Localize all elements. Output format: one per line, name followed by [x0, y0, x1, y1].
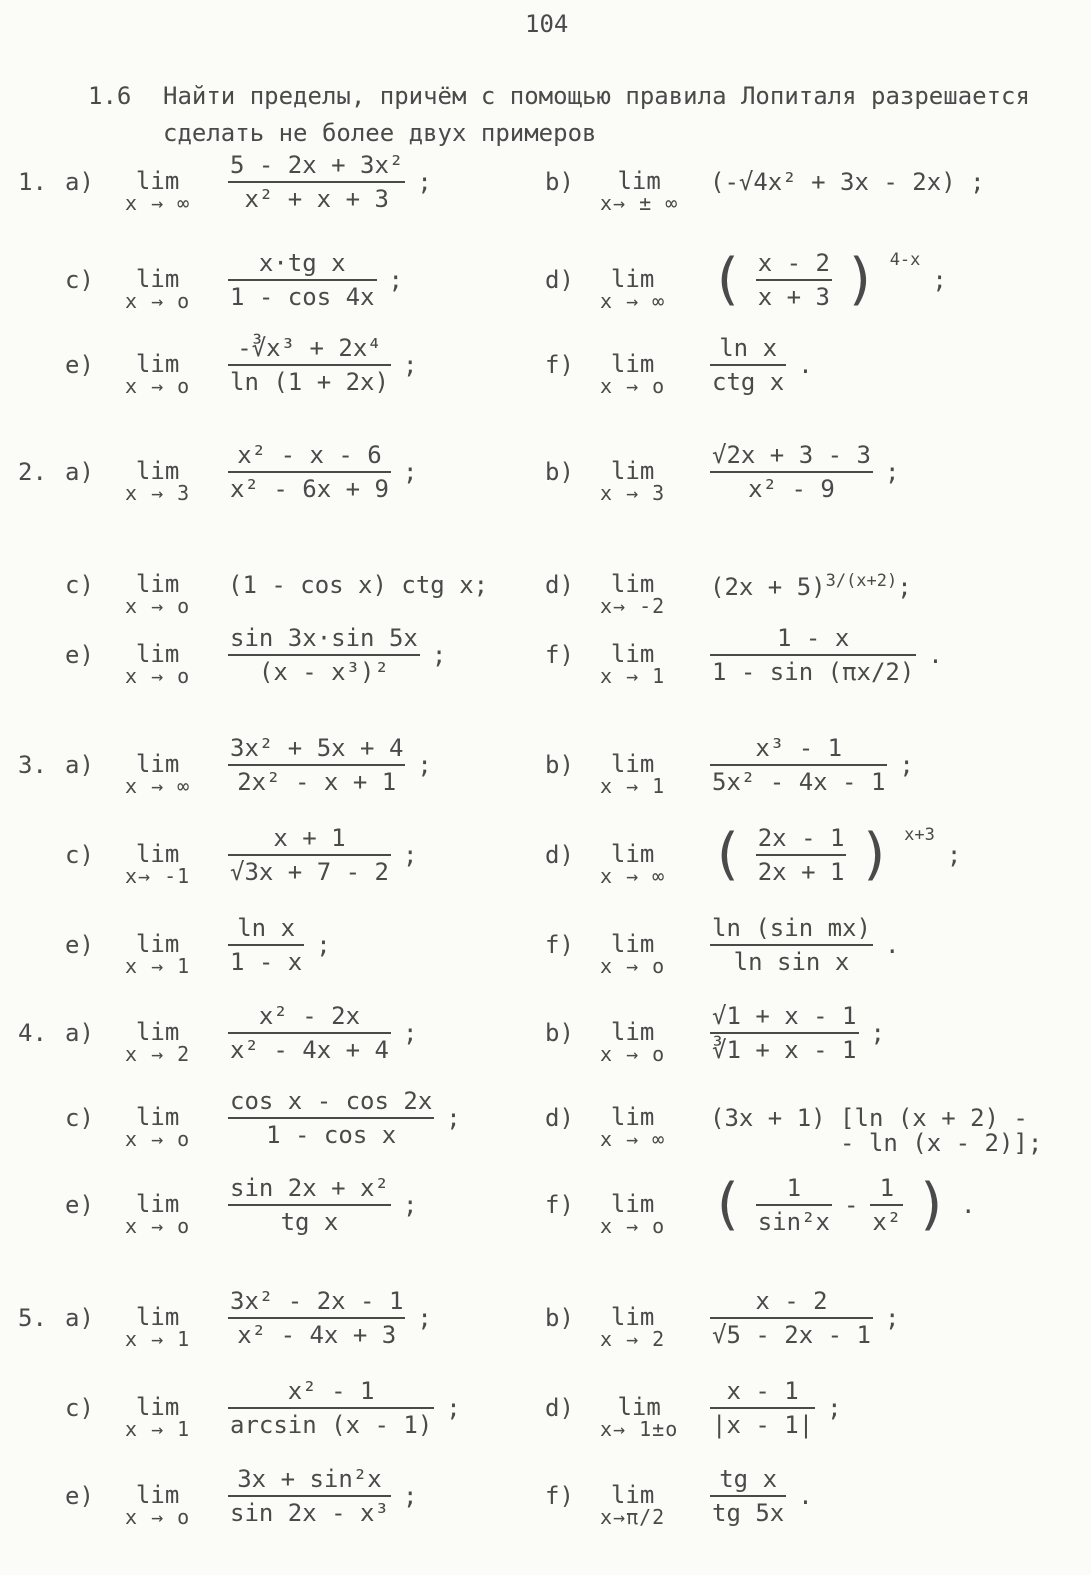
limit-word: lim — [135, 167, 180, 195]
fraction — [710, 335, 786, 395]
limit-subscript: x → 1 — [600, 664, 666, 688]
minus-sign: - — [843, 1191, 859, 1219]
problem-label: c) — [65, 1104, 94, 1132]
numerator: x - 2 — [710, 1288, 873, 1319]
problem-label: b) — [545, 751, 574, 779]
limit-subscript: x → ∞ — [600, 1127, 666, 1151]
punctuation: ; — [431, 641, 447, 669]
numerator: 3x + sin²x — [228, 1466, 391, 1497]
punctuation: ; — [899, 751, 914, 779]
limit-subscript: x → ∞ — [125, 191, 191, 215]
exponent: 3/(x+2) — [825, 571, 898, 591]
expression-text — [710, 571, 912, 601]
denominator: x² - 4x + 3 — [237, 1321, 397, 1349]
limit-subscript: x→ 1±o — [600, 1417, 679, 1441]
numerator: x² - 1 — [228, 1378, 434, 1409]
fraction — [710, 625, 916, 685]
limit-expression — [710, 555, 912, 601]
left-paren: ( — [710, 247, 744, 312]
task-text-line2: сделать не более двух примеров — [163, 119, 597, 147]
expression-text — [710, 168, 985, 196]
limit-expression — [710, 1088, 1043, 1157]
limit-expression — [228, 1088, 461, 1148]
fraction — [710, 442, 873, 502]
problem-label: a) — [65, 168, 94, 196]
limit-word: lim — [135, 640, 180, 668]
limit-word: lim — [610, 1018, 655, 1046]
limit-subscript: x → o — [600, 954, 666, 978]
limit-word: lim — [610, 1481, 655, 1509]
problem-group-number: 1. — [18, 168, 47, 196]
limit-subscript: x → o — [600, 374, 666, 398]
limit-word: lim — [135, 1190, 180, 1218]
limit-word: lim — [135, 1481, 180, 1509]
page-number: 104 — [525, 10, 569, 38]
limit-operator — [600, 167, 679, 215]
limit-subscript: x→ ± ∞ — [600, 191, 679, 215]
punctuation: . — [961, 1191, 976, 1219]
right-paren: ) — [843, 247, 878, 312]
limit-expression — [710, 735, 914, 795]
limit-operator — [125, 1190, 191, 1238]
limit-expression — [228, 250, 403, 310]
punctuation: ; — [316, 931, 331, 959]
punctuation: ; — [884, 458, 900, 486]
limit-operator — [125, 350, 191, 398]
limit-operator — [600, 1393, 679, 1441]
limit-word: lim — [610, 1103, 655, 1131]
fraction — [756, 250, 832, 310]
limit-operator — [600, 930, 666, 978]
limit-expression — [710, 1378, 842, 1438]
limit-operator — [125, 1481, 191, 1529]
fraction — [228, 1003, 391, 1063]
problem-label: b) — [545, 1304, 574, 1332]
limit-operator — [125, 457, 191, 505]
limit-subscript: x → 1 — [125, 1417, 191, 1441]
problem-group-number: 5. — [18, 1304, 47, 1332]
denominator: |x - 1| — [712, 1411, 814, 1439]
problem-label: c) — [65, 571, 94, 599]
fraction — [228, 825, 391, 885]
problem-label: c) — [65, 841, 94, 869]
denominator: tg x — [280, 1208, 339, 1236]
problem-group-number: 2. — [18, 458, 47, 486]
numerator: ln (sin mx) — [710, 915, 873, 946]
expression-main: (1 - cos x) ctg x; — [228, 571, 489, 599]
fraction — [710, 1003, 859, 1063]
fraction — [228, 152, 405, 212]
problem-label: a) — [65, 1304, 94, 1332]
denominator: x² — [872, 1208, 902, 1236]
limit-word: lim — [135, 930, 180, 958]
punctuation: ; — [402, 1019, 418, 1047]
limit-subscript: x → 2 — [125, 1042, 191, 1066]
limit-operator — [600, 1018, 666, 1066]
limit-operator — [125, 1393, 191, 1441]
denominator: x² + x + 3 — [244, 185, 389, 213]
numerator: tg x — [710, 1466, 786, 1497]
denominator: tg 5x — [712, 1499, 785, 1527]
fraction — [710, 1378, 815, 1438]
limit-subscript: x → 1 — [125, 1327, 191, 1351]
numerator: sin 2x + x² — [228, 1175, 391, 1206]
numerator: 2x - 1 — [756, 825, 847, 856]
problem-group-number: 3. — [18, 751, 47, 779]
punctuation: . — [798, 351, 813, 379]
numerator: sin 3x·sin 5x — [228, 625, 420, 656]
problem-label: f) — [545, 931, 574, 959]
task-header — [88, 78, 1030, 152]
punctuation: ; — [932, 266, 947, 294]
denominator: arcsin (x - 1) — [230, 1411, 433, 1439]
punctuation: ; — [827, 1394, 842, 1422]
expression-text — [228, 571, 488, 599]
fraction — [228, 1088, 434, 1148]
punctuation: ; — [946, 841, 962, 869]
limit-subscript: x → ∞ — [600, 289, 666, 313]
problem-label: b) — [545, 458, 574, 486]
limit-expression — [710, 1288, 899, 1348]
punctuation: ; — [870, 1019, 885, 1047]
limit-expression — [228, 735, 432, 795]
limit-operator — [600, 1303, 666, 1351]
limit-expression — [228, 1175, 417, 1235]
denominator: 1 - sin (πx/2) — [712, 658, 915, 686]
limit-operator — [600, 1481, 666, 1529]
limit-expression — [228, 442, 417, 502]
punctuation: ; — [402, 1191, 418, 1219]
limit-word: lim — [610, 1190, 655, 1218]
fraction — [710, 1288, 873, 1348]
punctuation: ; — [402, 351, 418, 379]
limit-expression — [710, 335, 813, 395]
limit-word: lim — [610, 350, 655, 378]
right-paren: ) — [915, 1172, 950, 1237]
problem-label: e) — [65, 641, 94, 669]
limit-word: lim — [135, 457, 180, 485]
limit-word: lim — [610, 750, 655, 778]
punctuation: ; — [417, 168, 432, 196]
problem-label: a) — [65, 751, 94, 779]
limit-expression — [228, 1466, 417, 1526]
limit-operator — [125, 1303, 191, 1351]
limit-expression — [710, 247, 947, 312]
numerator: 1 - x — [710, 625, 916, 656]
right-paren: ) — [858, 822, 893, 887]
limit-subscript: x → 2 — [600, 1327, 666, 1351]
denominator: ln sin x — [733, 948, 850, 976]
limit-subscript: x → o — [600, 1214, 666, 1238]
fraction — [710, 915, 873, 975]
problem-group-number: 4. — [18, 1019, 47, 1047]
punctuation: . — [798, 1482, 813, 1510]
numerator: ln x — [228, 915, 304, 946]
problem-label: d) — [545, 571, 574, 599]
numerator: x² - 2x — [228, 1003, 391, 1034]
punctuation: ; — [388, 266, 403, 294]
fraction — [228, 250, 377, 310]
limit-subscript: x→ -1 — [125, 864, 191, 888]
denominator: ln (1 + 2x) — [230, 368, 389, 396]
limit-operator — [600, 1103, 666, 1151]
numerator: x² - x - 6 — [228, 442, 391, 473]
problem-label: e) — [65, 931, 94, 959]
fraction — [228, 1466, 391, 1526]
limit-operator — [125, 840, 191, 888]
numerator: x³ - 1 — [710, 735, 887, 766]
numerator: 1 — [756, 1175, 832, 1206]
fraction — [710, 1466, 786, 1526]
limit-word: lim — [610, 930, 655, 958]
fraction — [228, 915, 304, 975]
punctuation: ; — [402, 458, 418, 486]
exponent: 4-x — [889, 250, 921, 270]
fraction — [228, 1288, 405, 1348]
fraction — [228, 335, 391, 395]
denominator: 2x² - x + 1 — [237, 768, 397, 796]
fraction — [870, 1175, 903, 1235]
problem-label: b) — [545, 1019, 574, 1047]
limit-word: lim — [135, 570, 180, 598]
limit-subscript: x→ -2 — [600, 594, 666, 618]
limit-word: lim — [135, 265, 180, 293]
limit-subscript: x → o — [125, 664, 191, 688]
limit-word: lim — [135, 750, 180, 778]
punctuation: ; — [402, 1482, 418, 1510]
fraction — [228, 1175, 391, 1235]
left-paren: ( — [710, 1172, 744, 1237]
fraction — [228, 625, 420, 685]
fraction — [756, 825, 847, 885]
task-text-line1: Найти пределы, причём с помощью правила Лопиталя разрешается — [163, 82, 1030, 110]
problem-label: b) — [545, 168, 574, 196]
numerator: √1 + x - 1 — [710, 1003, 859, 1034]
problem-label: a) — [65, 1019, 94, 1047]
limit-operator — [600, 265, 666, 313]
punctuation: . — [884, 931, 900, 959]
limit-expression — [228, 152, 432, 212]
problem-label: f) — [545, 1191, 574, 1219]
denominator: x + 3 — [757, 283, 830, 311]
limit-operator — [600, 350, 666, 398]
limit-expression — [228, 335, 417, 395]
limit-operator — [125, 930, 191, 978]
limit-expression — [710, 1466, 813, 1526]
limit-expression — [710, 1172, 976, 1237]
limit-word: lim — [610, 840, 655, 868]
limit-operator — [600, 750, 666, 798]
fraction — [228, 1378, 434, 1438]
denominator: x² - 6x + 9 — [230, 475, 389, 503]
fraction — [710, 735, 887, 795]
limit-word: lim — [617, 167, 661, 195]
limit-operator — [125, 265, 191, 313]
limit-operator — [600, 457, 666, 505]
limit-subscript: x → o — [125, 1214, 191, 1238]
numerator: 3x² - 2x - 1 — [228, 1288, 405, 1319]
fraction — [228, 442, 391, 502]
limit-expression — [228, 555, 488, 599]
limit-expression — [228, 1003, 417, 1063]
numerator: x·tg x — [228, 250, 377, 281]
denominator: sin²x — [757, 1208, 830, 1236]
problem-label: c) — [65, 266, 94, 294]
problem-label: e) — [65, 1482, 94, 1510]
limit-expression — [228, 1288, 432, 1348]
problem-label: e) — [65, 1191, 94, 1219]
punctuation: ; — [417, 1304, 432, 1332]
punctuation: ; — [897, 573, 912, 601]
denominator: 1 - cos x — [266, 1121, 397, 1149]
numerator: x - 2 — [756, 250, 832, 281]
limit-word: lim — [610, 1303, 655, 1331]
limit-subscript: x→π/2 — [600, 1505, 666, 1529]
limit-word: lim — [135, 1303, 180, 1331]
limit-subscript: x → 1 — [600, 774, 666, 798]
limit-word: lim — [617, 1393, 661, 1421]
limit-operator — [600, 640, 666, 688]
limit-word: lim — [135, 840, 180, 868]
denominator: sin 2x - x³ — [230, 1499, 389, 1527]
limit-subscript: x → ∞ — [600, 864, 666, 888]
limit-word: lim — [610, 570, 655, 598]
limit-word: lim — [135, 1103, 180, 1131]
denominator: 5x² - 4x - 1 — [712, 768, 886, 796]
denominator: (x - x³)² — [258, 658, 389, 686]
limit-word: lim — [610, 265, 655, 293]
limit-operator — [125, 1018, 191, 1066]
limit-operator — [600, 840, 666, 888]
limit-subscript: x → o — [125, 374, 191, 398]
limit-operator — [125, 570, 191, 618]
fraction — [228, 735, 405, 795]
punctuation: ; — [402, 841, 418, 869]
denominator: ctg x — [712, 368, 785, 396]
limit-subscript: x → ∞ — [125, 774, 191, 798]
task-number: 1.6 — [88, 82, 132, 110]
problem-label: f) — [545, 641, 574, 669]
numerator: 5 - 2x + 3x² — [228, 152, 405, 183]
limit-subscript: x → 1 — [125, 954, 191, 978]
left-paren: ( — [710, 822, 744, 887]
expression-line2: - ln (x - 2)]; — [840, 1129, 1043, 1157]
problem-label: a) — [65, 458, 94, 486]
expression-main: (-√4x² + 3x - 2x) ; — [710, 168, 985, 196]
problem-label: f) — [545, 351, 574, 379]
limit-expression — [228, 1378, 461, 1438]
limit-subscript: x → o — [125, 1505, 191, 1529]
limit-word: lim — [135, 1018, 180, 1046]
limit-word: lim — [610, 640, 655, 668]
problem-label: c) — [65, 1394, 94, 1422]
limit-expression — [710, 625, 943, 685]
numerator: x + 1 — [228, 825, 391, 856]
limit-operator — [125, 1103, 191, 1151]
denominator: √3x + 7 - 2 — [230, 858, 389, 886]
denominator: √5 - 2x - 1 — [712, 1321, 871, 1349]
problem-label: d) — [545, 1394, 574, 1422]
numerator: ln x — [710, 335, 786, 366]
limit-subscript: x → o — [125, 1127, 191, 1151]
limit-operator — [125, 750, 191, 798]
numerator: x - 1 — [710, 1378, 815, 1409]
limit-expression — [710, 822, 962, 887]
limit-expression — [228, 915, 331, 975]
punctuation: ; — [446, 1104, 461, 1132]
limit-subscript: x → o — [125, 289, 191, 313]
problem-label: d) — [545, 841, 574, 869]
limit-word: lim — [135, 350, 180, 378]
limit-expression — [710, 152, 985, 196]
limit-subscript: x → 3 — [125, 481, 191, 505]
denominator: x² - 9 — [748, 475, 835, 503]
problem-label: f) — [545, 1482, 574, 1510]
limit-word: lim — [135, 1393, 180, 1421]
denominator: 1 - x — [230, 948, 303, 976]
exponent: x+3 — [904, 825, 935, 845]
denominator: ∛1 + x - 1 — [712, 1036, 857, 1064]
limit-operator — [125, 167, 191, 215]
limit-operator — [125, 640, 191, 688]
expression-main: (2x + 5) — [710, 573, 826, 601]
problem-label: d) — [545, 1104, 574, 1132]
punctuation: ; — [446, 1394, 461, 1422]
limit-expression — [710, 915, 899, 975]
limit-operator — [600, 570, 666, 618]
limit-subscript: x → 3 — [600, 481, 666, 505]
limit-expression — [710, 442, 899, 502]
limit-subscript: x → o — [600, 1042, 666, 1066]
denominator: x² - 4x + 4 — [230, 1036, 389, 1064]
fraction — [756, 1175, 832, 1235]
expression-main: (3x + 1) [ln (x + 2) - — [710, 1104, 1028, 1132]
limit-expression — [228, 825, 417, 885]
limit-word: lim — [610, 457, 655, 485]
punctuation: . — [928, 641, 943, 669]
limit-operator — [600, 1190, 666, 1238]
denominator: 2x + 1 — [757, 858, 845, 886]
limit-expression — [228, 625, 446, 685]
problem-label: e) — [65, 351, 94, 379]
expression-text — [710, 1104, 1043, 1157]
numerator: cos x - cos 2x — [228, 1088, 434, 1119]
numerator: 1 — [870, 1175, 903, 1206]
numerator: 3x² + 5x + 4 — [228, 735, 405, 766]
punctuation: ; — [417, 751, 432, 779]
numerator: √2x + 3 - 3 — [710, 442, 873, 473]
limit-expression — [710, 1003, 885, 1063]
problem-label: d) — [545, 266, 574, 294]
limit-subscript: x → o — [125, 594, 191, 618]
numerator: -∛x³ + 2x⁴ — [228, 335, 391, 366]
punctuation: ; — [884, 1304, 900, 1332]
denominator: 1 - cos 4x — [230, 283, 375, 311]
